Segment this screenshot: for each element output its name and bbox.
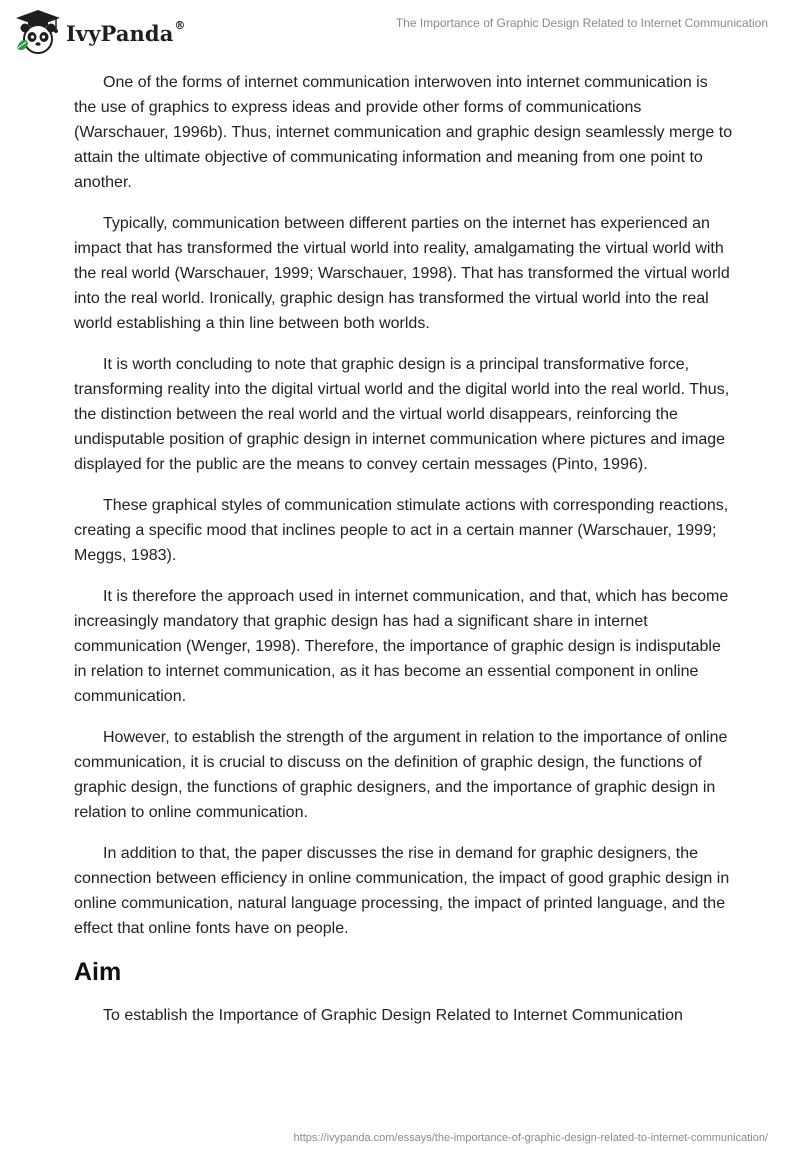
- essay-body: [74, 70, 734, 1044]
- source-url[interactable]: https://ivypanda.com/essays/the-importance-of-graphic-design-related-to-internet-communication/: [293, 1132, 768, 1144]
- paragraph: It is therefore the approach used in internet communication, and that, which has become increasingly mandatory that graphic design has had a significant share in internet communication (Wenger, 1998). Therefore, the importance of graphic design is indisputable in relation to internet communication, as it has become an essential component in online communication.: [74, 588, 729, 705]
- paragraph: Typically, communication between different parties on the internet has experienced an impact that has transformed the virtual world into reality, amalgamating the virtual world with the real world (Warschauer, 1999; Warschauer, 1998). That has transformed the virtual world into the real world. Ironically, graphic design has transformed the virtual world into the real world establishing a thin line between both worlds.: [74, 215, 730, 332]
- paragraph: These graphical styles of communication stimulate actions with corresponding reactions, creating a specific mood that inclines people to act in a certain manner (Warschauer, 1999; Meggs, 1983).: [74, 497, 729, 564]
- logo-text: IvyPanda®: [66, 18, 186, 46]
- paragraph: It is worth concluding to note that graphic design is a principal transformative force, transforming reality into the digital virtual world and the digital world into the real world. Thus, the distinction between the real world and the virtual world disappears, reinforcing the undisputable position of graphic design in internet communication where pictures and image displayed for the public are the means to convey certain messages (Pinto, 1996).: [74, 356, 730, 473]
- aim-paragraph: To establish the Importance of Graphic Design Related to Internet Communication: [103, 1007, 683, 1024]
- paragraph: However, to establish the strength of the argument in relation to the importance of online communication, it is crucial to discuss on the definition of graphic design, the functions of graphic design, the functions of graphic designers, and the importance of graphic design in relation to online communication.: [74, 729, 728, 821]
- panda-graduate-icon: [14, 8, 62, 56]
- document-title: The Importance of Graphic Design Related to Internet Communication: [395, 16, 768, 30]
- paragraph: One of the forms of internet communication interwoven into internet communication is the use of graphics to express ideas and provide other forms of communications (Warschauer, 1996b). Thus, internet communication and graphic design seamlessly merge to attain the ultimate objective of communicating information and meaning from one point to another.: [74, 74, 733, 191]
- paragraph: In addition to that, the paper discusses the rise in demand for graphic designers, the connection between efficiency in online communication, the impact of good graphic design in online communication, natural language processing, the impact of printed language, and the effect that online fonts have on people.: [74, 845, 730, 937]
- ivypanda-logo[interactable]: [14, 8, 186, 56]
- page-header: [0, 0, 800, 60]
- section-heading-aim: Aim: [74, 958, 122, 986]
